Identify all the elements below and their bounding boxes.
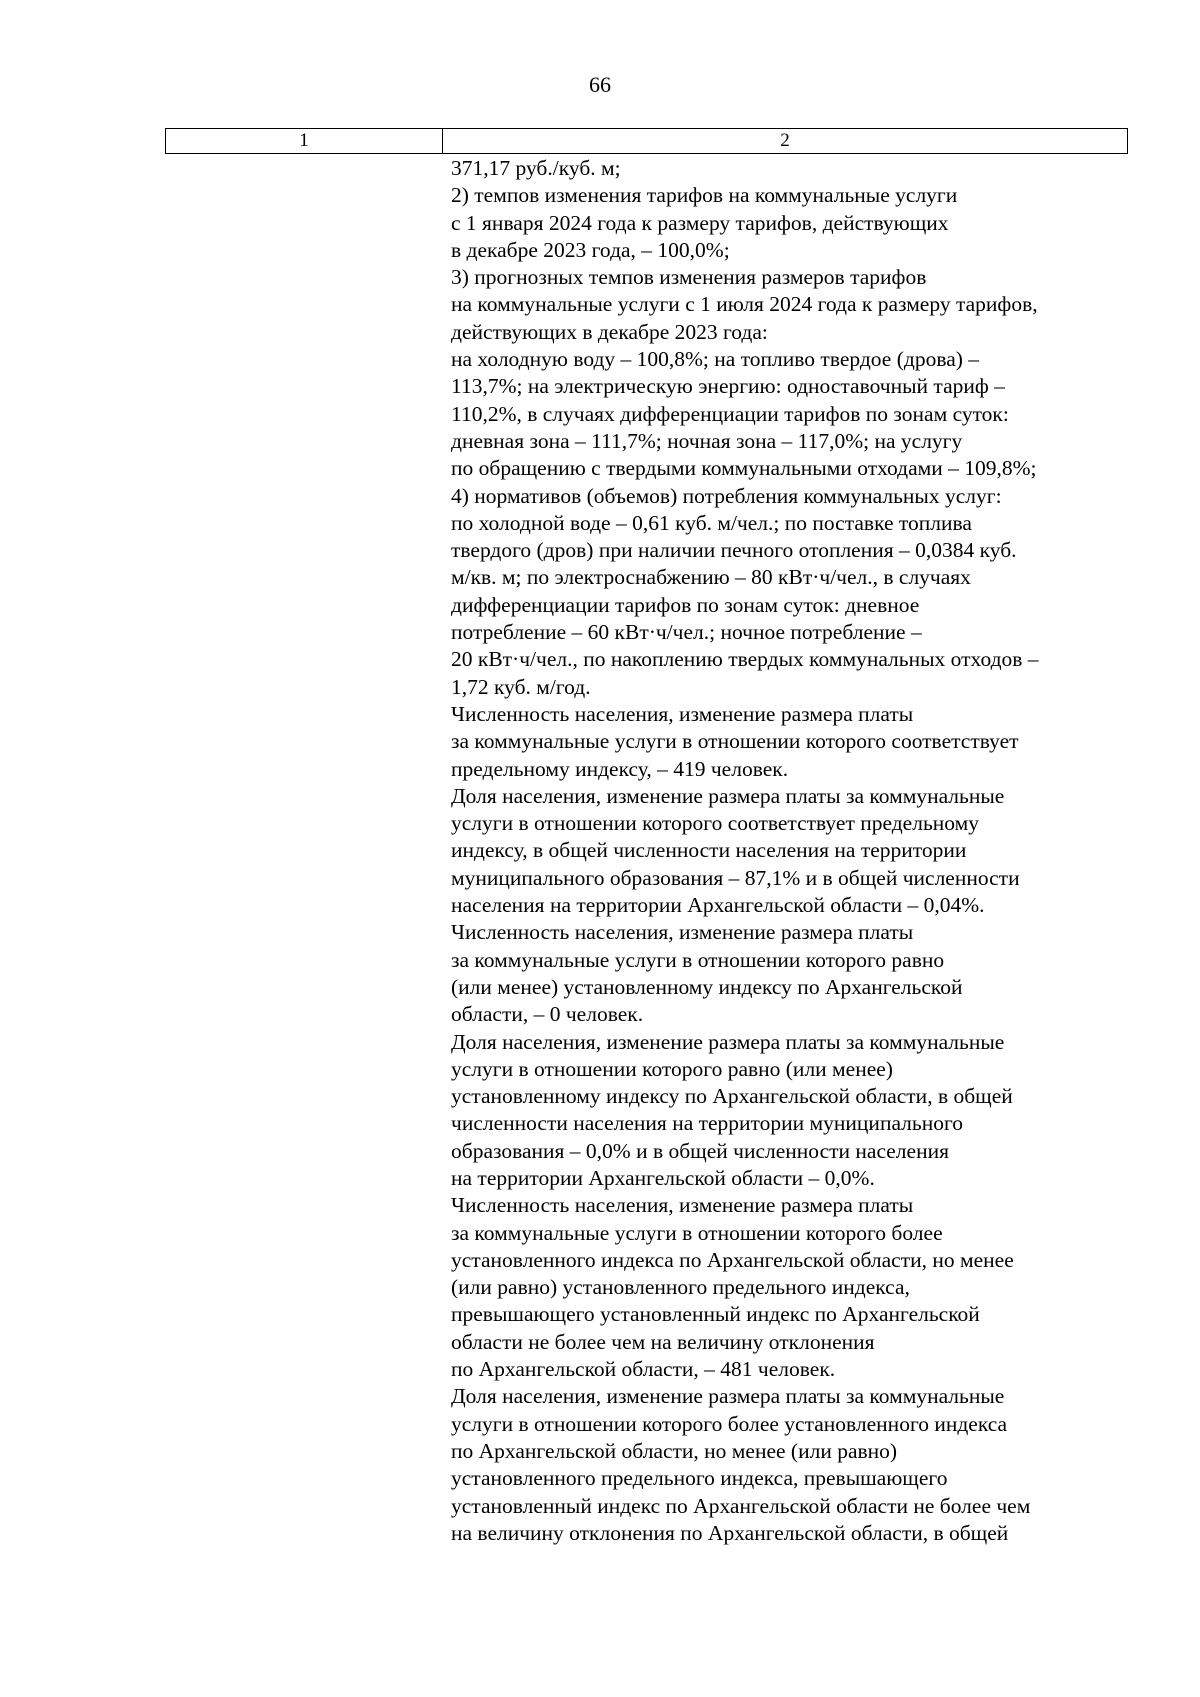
text-line: по Архангельской области, – 481 человек. xyxy=(451,1357,836,1382)
text-line: 113,7%; на электрическую энергию: одноставочный тариф – xyxy=(451,374,1005,399)
text-line: численности населения на территории муниципального xyxy=(451,1111,964,1136)
text-line: дифференциации тарифов по зонам суток: дневное xyxy=(451,592,920,617)
text-line: 20 кВт·ч/чел., по накоплению твердых коммунальных отходов – xyxy=(451,647,1039,672)
text-line: населения на территории Архангельской области – 0,04%. xyxy=(451,893,985,918)
text-line: м/кв. м; по электроснабжению – 80 кВт·ч/чел., в случаях xyxy=(451,565,971,590)
text-line: (или равно) установленного предельного индекса, xyxy=(451,1275,910,1300)
column-2-text xyxy=(451,155,1131,1547)
text-line: в декабре 2023 года, – 100,0%; xyxy=(451,237,730,262)
text-line: установленного предельного индекса, превышающего xyxy=(451,1466,948,1491)
text-line: Доля населения, изменение размера платы за коммунальные xyxy=(451,1029,1005,1054)
text-line: (или менее) установленному индексу по Архангельской xyxy=(451,974,963,999)
text-line: превышающего установленный индекс по Архангельской xyxy=(451,1302,980,1327)
text-line: муниципального образования – 87,1% и в общей численности xyxy=(451,865,1020,890)
text-line: на коммунальные услуги с 1 июля 2024 года к размеру тарифов, xyxy=(451,292,1038,317)
text-line: установленному индексу по Архангельской области, в общей xyxy=(451,1084,1013,1109)
text-line: действующих в декабре 2023 года: xyxy=(451,319,768,344)
text-line: потребление – 60 кВт·ч/чел.; ночное потребление – xyxy=(451,620,922,645)
text-line: дневная зона – 111,7%; ночная зона – 117,0%; на услугу xyxy=(451,428,963,453)
text-line: по обращению с твердыми коммунальными отходами – 109,8%; xyxy=(451,456,1037,481)
text-line: 110,2%, в случаях дифференциации тарифов по зонам суток: xyxy=(451,401,1009,426)
page-number: 66 xyxy=(589,72,611,97)
text-line: 3) прогнозных темпов изменения размеров тарифов xyxy=(451,265,927,290)
text-line: 371,17 руб./куб. м; xyxy=(451,156,621,180)
text-line: Доля населения, изменение размера платы за коммунальные xyxy=(451,783,1005,808)
text-line: по холодной воде – 0,61 куб. м/чел.; по поставке топлива xyxy=(451,510,972,535)
text-line: Численность населения, изменение размера платы xyxy=(451,1193,914,1218)
text-line: установленного индекса по Архангельской области, но менее xyxy=(451,1247,1014,1272)
text-line: твердого (дров) при наличии печного отопления – 0,0384 куб. xyxy=(451,538,1017,563)
text-line: Численность населения, изменение размера платы xyxy=(451,920,914,945)
text-line: на территории Архангельской области – 0,0%. xyxy=(451,1165,875,1190)
text-line: с 1 января 2024 года к размеру тарифов, действующих xyxy=(451,210,949,235)
column-header-table xyxy=(165,128,1128,154)
text-line: за коммунальные услуги в отношении которого равно xyxy=(451,947,945,972)
text-line: Доля населения, изменение размера платы за коммунальные xyxy=(451,1384,1005,1409)
text-line: по Архангельской области, но менее (или равно) xyxy=(451,1438,898,1463)
text-line: 1,72 куб. м/год. xyxy=(451,674,591,699)
text-line: области не более чем на величину отклонения xyxy=(451,1329,875,1354)
text-line: установленный индекс по Архангельской области не более чем xyxy=(451,1493,1031,1518)
text-line: за коммунальные услуги в отношении которого соответствует xyxy=(451,729,1019,754)
column-header-row xyxy=(166,129,1128,154)
text-line: услуги в отношении которого соответствует предельному xyxy=(451,811,979,836)
text-line: на величину отклонения по Архангельской области, в общей xyxy=(451,1520,1009,1545)
text-line: образования – 0,0% и в общей численности населения xyxy=(451,1138,949,1163)
column-header-1: 1 xyxy=(166,129,443,154)
text-line: услуги в отношении которого равно (или менее) xyxy=(451,1056,893,1081)
text-line: 4) нормативов (объемов) потребления коммунальных услуг: xyxy=(451,483,1002,508)
text-line: услуги в отношении которого более установленного индекса xyxy=(451,1411,1008,1436)
text-line: индексу, в общей численности населения на территории xyxy=(451,838,967,863)
text-line: области, – 0 человек. xyxy=(451,1002,644,1027)
text-line: Численность населения, изменение размера платы xyxy=(451,701,914,726)
text-line: предельному индексу, – 419 человек. xyxy=(451,756,789,781)
column-header-2: 2 xyxy=(443,129,1128,154)
text-line: 2) темпов изменения тарифов на коммунальные услуги xyxy=(451,183,958,208)
text-line: за коммунальные услуги в отношении которого более xyxy=(451,1220,943,1245)
text-line: на холодную воду – 100,8%; на топливо твердое (дрова) – xyxy=(451,347,980,372)
